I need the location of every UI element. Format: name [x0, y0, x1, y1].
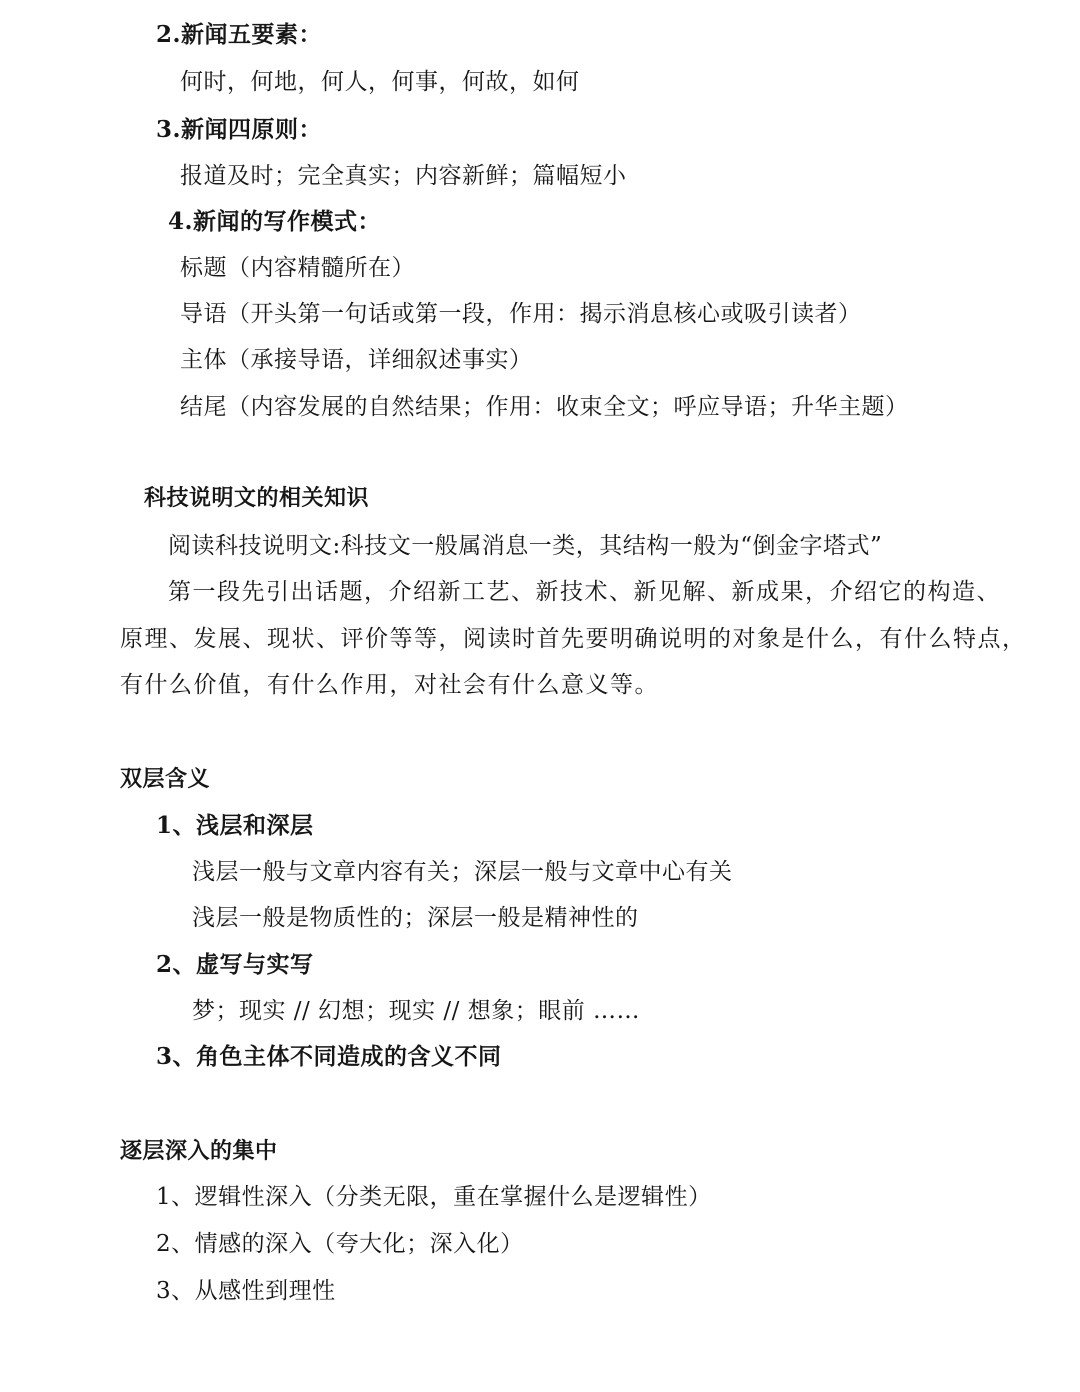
news-pattern-item-headline: 标题（内容精髓所在）	[180, 255, 415, 281]
progressive-title: 逐层深入的集中	[120, 1138, 278, 1164]
news-pattern-item-body: 主体（承接导语，详细叙述事实）	[180, 347, 533, 373]
progressive-item-1: 1、逻辑性深入（分类无限，重在掌握什么是逻辑性）	[156, 1184, 712, 1210]
news-elements-title: 2.新闻五要素：	[156, 21, 323, 48]
double-meaning-item1-title: 1、浅层和深层	[156, 812, 314, 839]
progressive-item-3: 3、从感性到理性	[156, 1278, 336, 1304]
double-meaning-item2-line: 梦；现实 // 幻想；现实 // 想象；眼前 ……	[192, 998, 641, 1024]
science-paragraph-line-2: 原理、发展、现状、评价等等，阅读时首先要明确说明的对象是什么，有什么特点，	[120, 626, 1027, 652]
science-intro: 阅读科技说明文:科技文一般属消息一类，其结构一般为“倒金字塔式”	[168, 533, 883, 559]
news-principles-text: 报道及时；完全真实；内容新鲜；篇幅短小	[180, 163, 627, 189]
news-elements-text: 何时，何地，何人，何事，何故，如何	[180, 69, 580, 95]
double-meaning-item2-title: 2、虚写与实写	[156, 951, 314, 978]
news-pattern-item-lead: 导语（开头第一句话或第一段，作用：揭示消息核心或吸引读者）	[180, 301, 862, 327]
double-meaning-item3-title: 3、角色主体不同造成的含义不同	[156, 1043, 502, 1070]
news-pattern-item-ending: 结尾（内容发展的自然结果；作用：收束全文；呼应导语；升华主题）	[180, 394, 909, 420]
news-principles-title: 3.新闻四原则：	[156, 116, 323, 143]
double-meaning-item1-line-1: 浅层一般与文章内容有关；深层一般与文章中心有关	[192, 859, 733, 885]
double-meaning-title: 双层含义	[120, 766, 211, 792]
news-pattern-title: 4.新闻的写作模式：	[168, 208, 382, 235]
progressive-item-2: 2、情感的深入（夸大化；深入化）	[156, 1231, 524, 1257]
science-paragraph-line-3: 有什么价值，有什么作用，对社会有什么意义等。	[120, 672, 659, 698]
science-section-title: 科技说明文的相关知识	[144, 485, 370, 511]
double-meaning-item1-line-2: 浅层一般是物质性的；深层一般是精神性的	[192, 905, 639, 931]
science-paragraph-line-1: 第一段先引出话题，介绍新工艺、新技术、新见解、新成果，介绍它的构造、	[168, 579, 1001, 605]
